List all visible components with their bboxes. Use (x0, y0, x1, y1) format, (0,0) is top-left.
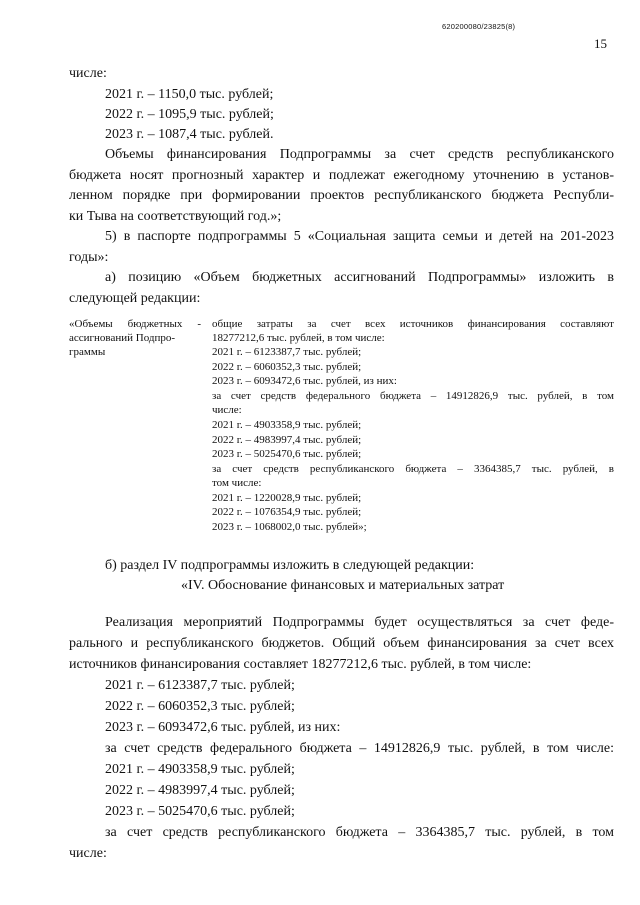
section-title: «IV. Обоснование финансовых и материальных затрат (181, 578, 505, 593)
text-line: Объемы финансирования Подпрограммы за счет средств республиканского (105, 147, 614, 162)
text-line: Реализация мероприятий Подпрограммы будет осуществляться за счет феде- (105, 615, 614, 630)
text-line: источников финансирования составляет 18277212,6 тыс. рублей, в том числе: (69, 657, 532, 672)
table-value-line: 2021 г. – 6123387,7 тыс. рублей; (212, 346, 362, 358)
table-value-line: за счет средств республиканского бюджета – 3364385,7 тыс. рублей, в (212, 463, 614, 475)
table-value-line: 2023 г. – 5025470,6 тыс. рублей; (212, 448, 362, 460)
text-line: ленном порядке при формировании проектов республиканского бюджета Республи- (69, 188, 614, 203)
table-label-line: граммы (69, 346, 106, 358)
text-line: бюджета носят прогнозный характер и подлежат ежегодному уточнению в установ- (69, 168, 614, 183)
text-line: 2023 г. – 6093472,6 тыс. рублей, из них: (105, 720, 341, 735)
text-line: 2023 г. – 1087,4 тыс. рублей. (105, 127, 274, 142)
text-line: 2021 г. – 6123387,7 тыс. рублей; (105, 678, 295, 693)
text-line: ки Тыва на соответствующий год.»; (69, 209, 282, 224)
table-value-line: за счет средств федерального бюджета – 14912826,9 тыс. рублей, в том (212, 390, 614, 402)
text-line: 2022 г. – 1095,9 тыс. рублей; (105, 107, 274, 122)
table-value-line: том числе: (212, 477, 262, 489)
text-line: 5) в паспорте подпрограммы 5 «Социальная защита семьи и детей на 201-2023 (105, 229, 614, 244)
text-line: числе: (69, 66, 107, 81)
table-value-line: 2022 г. – 6060352,3 тыс. рублей; (212, 361, 362, 373)
table-value-line: 18277212,6 тыс. рублей, в том числе: (212, 332, 385, 344)
table-label-line: «Объемы бюджетных - (69, 318, 201, 330)
table-value-line: общие затраты за счет всех источников финансирования составляют (212, 318, 614, 330)
table-value-line: 2023 г. – 6093472,6 тыс. рублей, из них: (212, 375, 397, 387)
text-line: 2022 г. – 6060352,3 тыс. рублей; (105, 699, 295, 714)
table-value-line: 2021 г. – 4903358,9 тыс. рублей; (212, 419, 362, 431)
table-value-line: 2021 г. – 1220028,9 тыс. рублей; (212, 492, 362, 504)
text-line: б) раздел IV подпрограммы изложить в следующей редакции: (105, 558, 475, 573)
page-number: 15 (594, 36, 607, 51)
text-line: а) позицию «Объем бюджетных ассигнований Подпрограммы» изложить в (105, 270, 614, 285)
document-id: 620200080/23825(8) (442, 22, 516, 31)
text-line: 2022 г. – 4983997,4 тыс. рублей; (105, 783, 295, 798)
text-line: 2021 г. – 4903358,9 тыс. рублей; (105, 762, 295, 777)
text-line: 2023 г. – 5025470,6 тыс. рублей; (105, 804, 295, 819)
table-value-line: 2022 г. – 4983997,4 тыс. рублей; (212, 434, 362, 446)
text-line: следующей редакции: (69, 291, 201, 306)
table-value-line: 2022 г. – 1076354,9 тыс. рублей; (212, 506, 362, 518)
text-line: числе: (69, 846, 107, 861)
text-line: годы»: (69, 250, 109, 265)
text-line: 2021 г. – 1150,0 тыс. рублей; (105, 87, 274, 102)
text-line: за счет средств республиканского бюджета – 3364385,7 тыс. рублей, в том (105, 825, 614, 840)
table-label-line: ассигнований Подпро- (69, 332, 176, 344)
text-line: рального и республиканского бюджетов. Общий объем финансирования за счет всех (69, 636, 614, 651)
table-value-line: числе: (212, 404, 242, 416)
table-value-line: 2023 г. – 1068002,0 тыс. рублей»; (212, 521, 367, 533)
text-line: за счет средств федерального бюджета – 14912826,9 тыс. рублей, в том числе: (105, 741, 614, 756)
